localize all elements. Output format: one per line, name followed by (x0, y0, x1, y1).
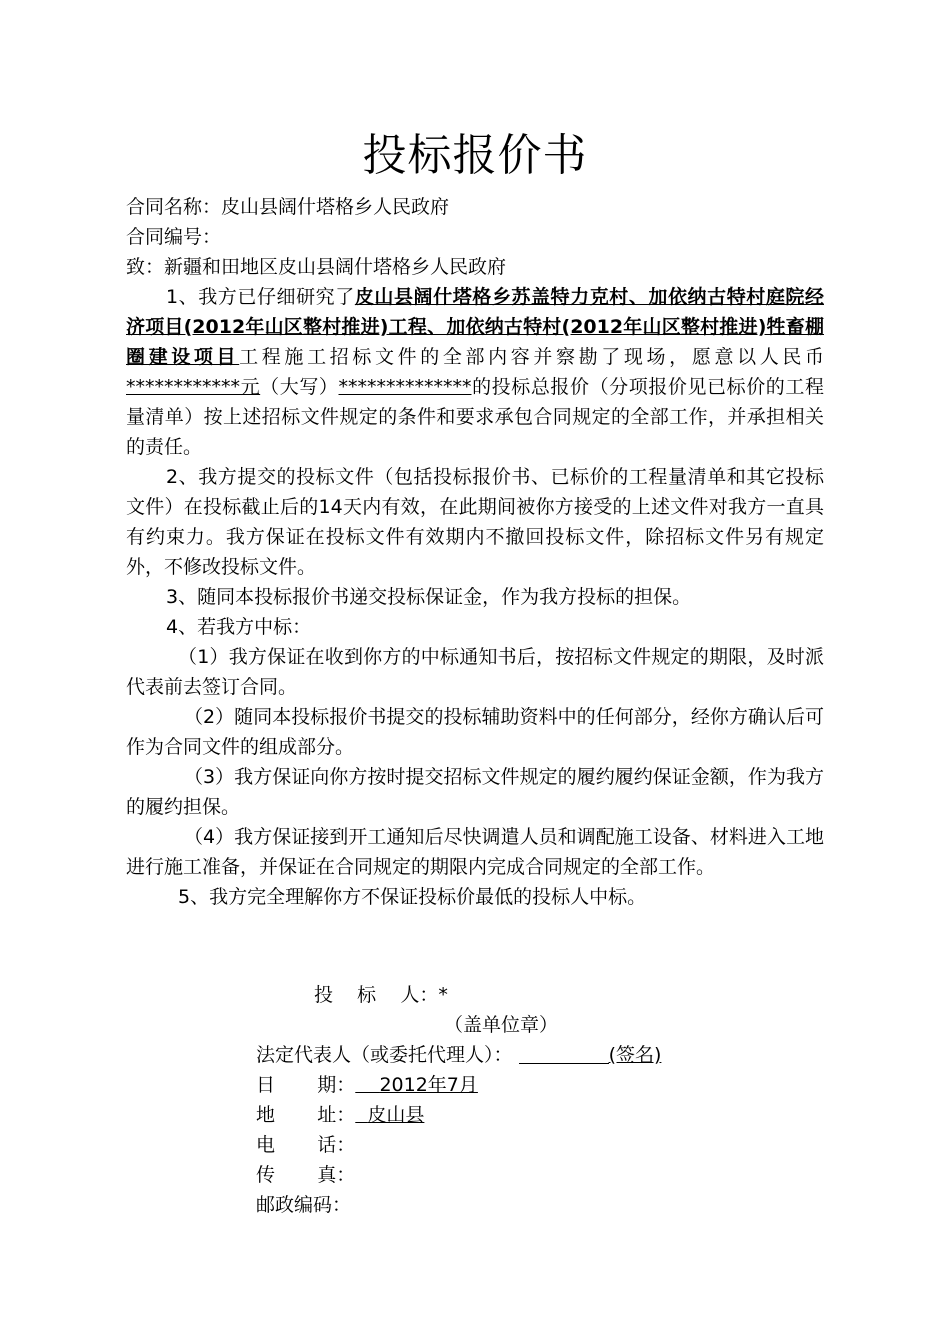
page-title: 投标报价书 (362, 130, 588, 181)
address-value-underline (355, 1104, 424, 1126)
fax-row (256, 1160, 816, 1190)
address-value: 皮山县 (367, 1104, 425, 1126)
contract-name-label: 合同名称： (126, 196, 222, 218)
date-label: 日 期： (256, 1074, 356, 1096)
clause-3: 3、随同本投标报价书递交投标保证金，作为我方投标的担保。 (166, 586, 692, 608)
contract-no-line (126, 222, 824, 252)
signature-blank (519, 1043, 609, 1064)
amount-words-label: （大写） (260, 376, 339, 398)
phone-row (256, 1130, 816, 1160)
recipient-line (126, 252, 824, 282)
clause-1-text: 工程施工招标文件的全部内容并察勘了现场，愿意以人民币 (239, 346, 824, 368)
postcode-label: 邮政编码： (256, 1194, 352, 1216)
stamp-note: （盖单位章） (444, 1014, 559, 1036)
clause-4-1: （1）我方保证在收到你方的中标通知书后，按招标文件规定的期限，及时派代表前去签订合同。 (126, 646, 824, 698)
bidder-label: 投 标 人： (314, 984, 439, 1006)
clause-5: 5、我方完全理解你方不保证投标价最低的投标人中标。 (178, 886, 647, 908)
recipient: 新疆和田地区皮山县阔什塔格乡人民政府 (164, 256, 507, 278)
clause-4-3: （3）我方保证向你方按时提交招标文件规定的履约履约保证金额，作为我方的履约担保。 (126, 766, 824, 818)
postcode-row (256, 1190, 816, 1220)
contract-name: 皮山县阔什塔格乡人民政府 (221, 196, 450, 218)
clause-2: 2、我方提交的投标文件（包括投标报价书、已标价的工程量清单和其它投标文件）在投标截止后的14天内有效，在此期间被你方接受的上述文件对我方一直具有约束力。我方保证在投标文件有效期内不撤回投标文件，除招标文件另有规定外，不修改投标文件。 (126, 466, 824, 578)
contract-name-line (126, 192, 824, 222)
clause-4-4: （4）我方保证接到开工通知后尽快调遣人员和调配施工设备、材料进入工地进行施工准备，并保证在合同规定的期限内完成合同规定的全部工作。 (126, 826, 824, 878)
address-label: 地 址： (256, 1104, 356, 1126)
representative-label: 法定代表人（或委托代理人）： (256, 1044, 513, 1066)
clause-1-tail: 的投标总报价（分项报价见已标价的工程量清单）按上述招标文件规定的条件和要求承包合同规定的全部工作，并承担相关的责任。 (126, 376, 824, 458)
sign-note: (签名) (608, 1044, 662, 1066)
fax-label: 传 真： (256, 1164, 356, 1186)
date-value-underline (355, 1074, 478, 1096)
phone-label: 电 话： (256, 1134, 356, 1156)
date-value: 2012年7月 (379, 1074, 478, 1096)
bid-amount: ************元 (126, 376, 261, 398)
clause-1 (126, 282, 824, 462)
signature-block (256, 980, 816, 1220)
address-row (256, 1100, 816, 1130)
project-name: 皮山县阔什塔格乡苏盖特力克村、加依纳古特村庭院经济项目(2012年山区整村推进)工程、加依纳古特村(2012年山区整村推进)牲畜棚圈建设项目 (126, 286, 824, 368)
recipient-label: 致： (126, 256, 165, 278)
contract-no-label: 合同编号： (126, 226, 222, 248)
clause-4: 4、若我方中标： (166, 616, 312, 638)
bidder-value: * (438, 984, 448, 1006)
representative-row (256, 1040, 816, 1070)
date-row (256, 1070, 816, 1100)
bidder-row (256, 980, 816, 1010)
clause-4-2: （2）随同本投标报价书提交的投标辅助资料中的任何部分，经你方确认后可作为合同文件的组成部分。 (126, 706, 824, 758)
document-body (126, 192, 824, 912)
clause-1-intro: 1、我方已仔细研究了 (166, 286, 355, 308)
bid-amount-words: ************** (338, 376, 472, 398)
